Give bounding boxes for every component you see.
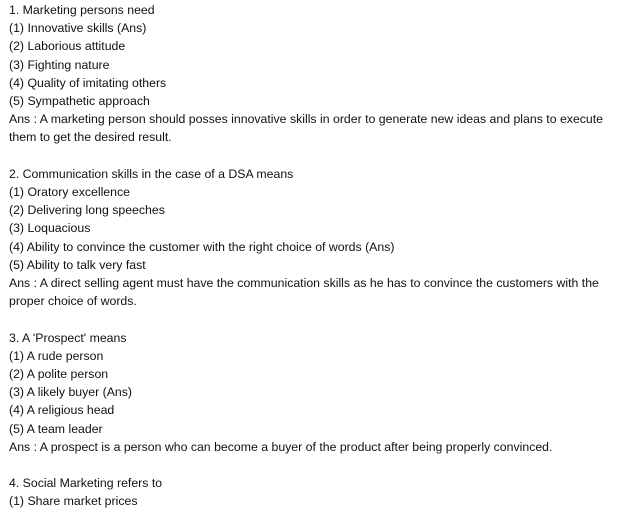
- option-item: (3) A likely buyer (Ans): [9, 385, 133, 400]
- option-item: (1) Innovative skills (Ans): [9, 21, 147, 36]
- option-item: (5) Ability to talk very fast: [9, 257, 146, 272]
- question-block-3: [9, 329, 619, 456]
- option-item: (3) Loquacious: [9, 221, 91, 236]
- option-item: (3) Fighting nature: [9, 57, 110, 72]
- option-item: (2) Delivering long speeches: [9, 203, 165, 218]
- answer-explanation: Ans : A marketing person should posses innovative skills in order to generate new ideas and plans to execute them to get the desired result.: [9, 112, 604, 145]
- question-text: 4. Social Marketing refers to: [9, 476, 163, 491]
- answer-explanation: Ans : A prospect is a person who can become a buyer of the product after being properly convinced.: [9, 439, 553, 454]
- question-text: 3. A 'Prospect' means: [9, 330, 127, 345]
- option-item: (4) Ability to convince the customer with the right choice of words (Ans): [9, 239, 395, 254]
- question-block-2: [9, 165, 619, 311]
- option-item: (4) A religious head: [9, 403, 115, 418]
- option-item: (1) Oratory excellence: [9, 185, 130, 200]
- question-block-1: [9, 1, 619, 147]
- option-item: (1) A rude person: [9, 348, 104, 363]
- option-item: (2) Laborious attitude: [9, 39, 126, 54]
- option-item: (4) Quality of imitating others: [9, 75, 167, 90]
- option-item: (5) Sympathetic approach: [9, 94, 150, 109]
- option-item: (1) Share market prices: [9, 494, 138, 509]
- question-text: 1. Marketing persons need: [9, 3, 155, 17]
- question-text: 2. Communication skills in the case of a DSA means: [9, 166, 294, 181]
- answer-explanation: Ans : A direct selling agent must have the communication skills as he has to convince the customers with the proper choice of words.: [9, 276, 599, 309]
- question-block-4: [9, 474, 619, 510]
- document-body: [9, 1, 619, 529]
- option-item: (2) A polite person: [9, 367, 109, 382]
- option-item: (5) A team leader: [9, 421, 103, 436]
